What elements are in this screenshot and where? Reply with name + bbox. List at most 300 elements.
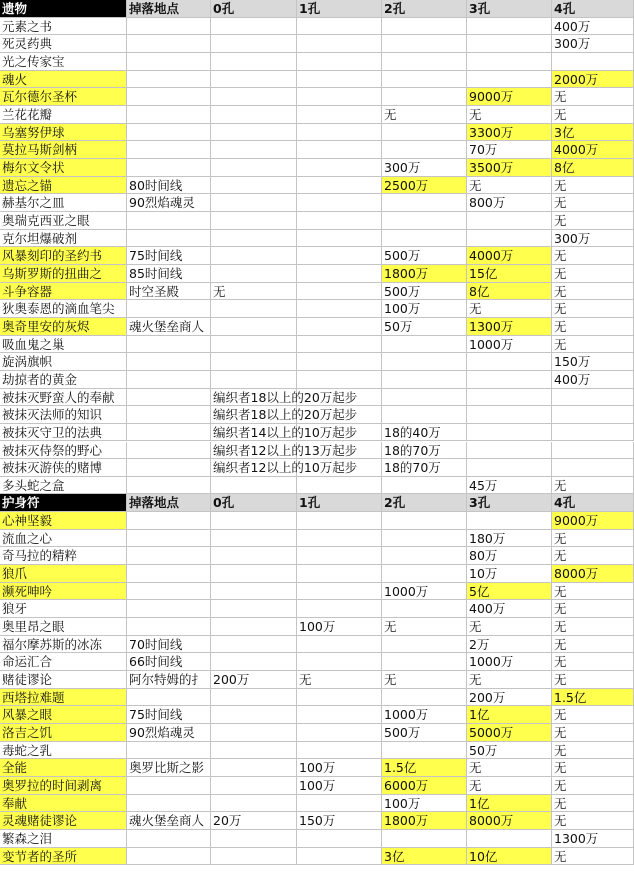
table-cell[interactable] — [467, 406, 552, 424]
table-cell[interactable] — [552, 459, 634, 477]
table-cell[interactable] — [211, 600, 297, 618]
table-cell[interactable]: 无 — [552, 336, 634, 354]
table-cell[interactable] — [211, 742, 297, 760]
table-cell[interactable]: 180万 — [467, 530, 552, 548]
table-cell[interactable]: 1亿 — [467, 706, 552, 724]
table-cell[interactable] — [127, 848, 211, 866]
table-cell[interactable]: 80时间线 — [127, 177, 211, 195]
table-cell[interactable] — [211, 777, 297, 795]
table-cell[interactable] — [127, 742, 211, 760]
table-cell[interactable]: 无 — [552, 777, 634, 795]
item-name-cell[interactable]: 多头蛇之盒 — [0, 477, 127, 495]
table-cell[interactable] — [552, 53, 634, 71]
item-name-cell[interactable]: 狼牙 — [0, 600, 127, 618]
table-cell[interactable] — [211, 247, 297, 265]
item-name-cell[interactable]: 乌塞努伊球 — [0, 124, 127, 142]
table-cell[interactable] — [467, 53, 552, 71]
table-cell[interactable] — [382, 530, 467, 548]
table-cell[interactable] — [552, 406, 634, 424]
table-cell[interactable] — [297, 53, 382, 71]
table-cell[interactable]: 75时间线 — [127, 706, 211, 724]
table-cell[interactable]: 魂火堡垒商人 — [127, 812, 211, 830]
table-cell[interactable] — [127, 159, 211, 177]
item-name-cell[interactable]: 毒蛇之乳 — [0, 742, 127, 760]
table-cell[interactable]: 魂火堡垒商人 — [127, 318, 211, 336]
table-cell[interactable] — [297, 18, 382, 36]
item-name-cell[interactable]: 西塔拉难题 — [0, 689, 127, 707]
table-cell[interactable]: 800万 — [467, 194, 552, 212]
table-cell[interactable] — [211, 618, 297, 636]
table-cell[interactable]: 3亿 — [382, 848, 467, 866]
table-cell[interactable] — [382, 212, 467, 230]
table-cell[interactable] — [211, 318, 297, 336]
table-cell[interactable] — [467, 371, 552, 389]
table-cell[interactable]: 无 — [552, 706, 634, 724]
item-name-cell[interactable]: 心神坚毅 — [0, 512, 127, 530]
table-cell[interactable] — [211, 35, 297, 53]
table-cell[interactable]: 45万 — [467, 477, 552, 495]
table-cell[interactable] — [297, 371, 382, 389]
table-cell[interactable] — [211, 106, 297, 124]
table-cell[interactable] — [297, 336, 382, 354]
table-cell[interactable] — [467, 212, 552, 230]
table-cell[interactable] — [297, 141, 382, 159]
table-cell[interactable]: 无 — [382, 618, 467, 636]
table-cell[interactable] — [127, 530, 211, 548]
table-cell[interactable]: 200万 — [211, 671, 297, 689]
table-cell[interactable]: 8亿 — [552, 159, 634, 177]
table-cell[interactable] — [467, 230, 552, 248]
table-cell[interactable]: 无 — [552, 318, 634, 336]
table-cell[interactable]: 无 — [552, 194, 634, 212]
table-cell[interactable]: 1300万 — [552, 830, 634, 848]
table-cell[interactable] — [552, 442, 634, 460]
table-cell[interactable] — [552, 389, 634, 407]
item-name-cell[interactable]: 变节者的圣所 — [0, 848, 127, 866]
table-cell[interactable]: 无 — [552, 812, 634, 830]
table-cell[interactable] — [211, 53, 297, 71]
item-name-cell[interactable]: 风暴刻印的圣约书 — [0, 247, 127, 265]
table-cell[interactable] — [297, 71, 382, 89]
table-cell[interactable] — [127, 830, 211, 848]
table-cell[interactable]: 300万 — [552, 35, 634, 53]
table-cell[interactable] — [297, 353, 382, 371]
table-cell[interactable] — [127, 300, 211, 318]
table-cell[interactable] — [297, 88, 382, 106]
table-cell[interactable]: 1300万 — [467, 318, 552, 336]
table-cell[interactable] — [297, 283, 382, 301]
table-cell[interactable] — [382, 353, 467, 371]
table-cell[interactable] — [382, 18, 467, 36]
item-name-cell[interactable]: 狼爪 — [0, 565, 127, 583]
table-cell[interactable]: 100万 — [297, 777, 382, 795]
table-cell[interactable] — [127, 689, 211, 707]
table-cell[interactable] — [467, 35, 552, 53]
table-cell[interactable]: 6000万 — [382, 777, 467, 795]
table-cell[interactable] — [211, 371, 297, 389]
table-cell[interactable] — [127, 53, 211, 71]
item-name-cell[interactable]: 元素之书 — [0, 18, 127, 36]
table-cell[interactable]: 1.5亿 — [552, 689, 634, 707]
table-cell[interactable] — [127, 336, 211, 354]
table-cell[interactable] — [382, 689, 467, 707]
section-title-cell[interactable]: 护身符 — [0, 494, 127, 512]
table-cell[interactable]: 9000万 — [552, 512, 634, 530]
table-cell[interactable]: 无 — [467, 759, 552, 777]
column-header-cell[interactable]: 0孔 — [211, 0, 297, 18]
table-cell[interactable] — [552, 424, 634, 442]
table-cell[interactable]: 无 — [211, 283, 297, 301]
table-cell[interactable] — [297, 742, 382, 760]
table-cell[interactable] — [382, 565, 467, 583]
table-cell[interactable] — [211, 512, 297, 530]
table-cell[interactable] — [211, 848, 297, 866]
column-header-cell[interactable]: 掉落地点 — [127, 494, 211, 512]
item-name-cell[interactable]: 旋涡旗帜 — [0, 353, 127, 371]
table-cell[interactable]: 4000万 — [467, 247, 552, 265]
table-cell[interactable] — [211, 706, 297, 724]
table-cell[interactable] — [297, 106, 382, 124]
table-cell[interactable] — [297, 583, 382, 601]
table-cell[interactable] — [211, 830, 297, 848]
table-cell[interactable] — [127, 18, 211, 36]
table-cell[interactable] — [127, 71, 211, 89]
table-cell[interactable] — [127, 106, 211, 124]
table-cell[interactable] — [382, 336, 467, 354]
table-cell[interactable] — [211, 300, 297, 318]
table-cell[interactable] — [382, 141, 467, 159]
table-cell[interactable]: 时空圣殿 — [127, 283, 211, 301]
table-cell[interactable]: 100万 — [297, 618, 382, 636]
table-cell[interactable] — [127, 547, 211, 565]
table-cell[interactable]: 无 — [552, 618, 634, 636]
table-cell[interactable]: 4000万 — [552, 141, 634, 159]
table-cell[interactable] — [211, 689, 297, 707]
table-cell[interactable]: 18的40万 — [382, 424, 467, 442]
table-cell[interactable]: 奥罗比斯之影 — [127, 759, 211, 777]
table-cell[interactable] — [297, 547, 382, 565]
column-header-cell[interactable]: 1孔 — [297, 494, 382, 512]
table-cell[interactable] — [211, 194, 297, 212]
table-cell[interactable] — [211, 477, 297, 495]
table-cell[interactable]: 300万 — [552, 230, 634, 248]
table-cell[interactable]: 8000万 — [467, 812, 552, 830]
table-cell[interactable]: 无 — [552, 671, 634, 689]
item-name-cell[interactable]: 奥瑞克西亚之眼 — [0, 212, 127, 230]
table-cell[interactable]: 无 — [552, 247, 634, 265]
table-cell[interactable] — [382, 406, 467, 424]
table-cell[interactable]: 无 — [382, 671, 467, 689]
table-cell[interactable] — [211, 177, 297, 195]
table-cell[interactable]: 无 — [552, 795, 634, 813]
table-cell[interactable]: 9000万 — [467, 88, 552, 106]
table-cell[interactable] — [382, 477, 467, 495]
table-cell[interactable] — [382, 88, 467, 106]
table-cell[interactable]: 50万 — [382, 318, 467, 336]
table-cell[interactable]: 无 — [467, 618, 552, 636]
table-cell[interactable] — [297, 230, 382, 248]
item-name-cell[interactable]: 魂火 — [0, 71, 127, 89]
table-cell[interactable] — [297, 124, 382, 142]
item-name-cell[interactable]: 被抹灭野蛮人的奉献 — [0, 389, 127, 407]
table-cell[interactable]: 18的70万 — [382, 459, 467, 477]
item-name-cell[interactable]: 光之传家宝 — [0, 53, 127, 71]
table-cell[interactable] — [297, 194, 382, 212]
table-cell[interactable] — [297, 653, 382, 671]
table-cell[interactable] — [211, 71, 297, 89]
item-name-cell[interactable]: 奥奇里安的灰烬 — [0, 318, 127, 336]
table-cell[interactable] — [382, 230, 467, 248]
table-cell[interactable]: 1000万 — [382, 583, 467, 601]
item-name-cell[interactable]: 奇马拉的精粹 — [0, 547, 127, 565]
table-cell[interactable] — [382, 53, 467, 71]
table-cell[interactable]: 1800万 — [382, 812, 467, 830]
table-cell[interactable] — [382, 194, 467, 212]
item-name-cell[interactable]: 克尔坦爆破剂 — [0, 230, 127, 248]
table-cell[interactable] — [382, 653, 467, 671]
table-cell[interactable] — [211, 653, 297, 671]
table-cell[interactable] — [127, 477, 211, 495]
table-cell[interactable] — [211, 547, 297, 565]
table-cell[interactable]: 无 — [382, 106, 467, 124]
item-name-cell[interactable]: 风暴之眼 — [0, 706, 127, 724]
item-name-cell[interactable]: 被抹灭侍祭的野心 — [0, 442, 127, 460]
item-name-cell[interactable]: 斗争容器 — [0, 283, 127, 301]
table-cell[interactable] — [211, 265, 297, 283]
table-cell[interactable] — [297, 706, 382, 724]
table-cell[interactable] — [467, 512, 552, 530]
table-cell[interactable]: 70时间线 — [127, 636, 211, 654]
table-cell[interactable] — [127, 141, 211, 159]
column-header-cell[interactable]: 4孔 — [552, 0, 634, 18]
table-cell[interactable]: 80万 — [467, 547, 552, 565]
table-cell[interactable]: 3500万 — [467, 159, 552, 177]
table-cell[interactable] — [382, 547, 467, 565]
table-cell[interactable] — [211, 124, 297, 142]
table-cell[interactable]: 8000万 — [552, 565, 634, 583]
table-cell[interactable] — [297, 265, 382, 283]
item-name-cell[interactable]: 奉献 — [0, 795, 127, 813]
table-cell[interactable] — [467, 442, 552, 460]
table-cell[interactable]: 500万 — [382, 247, 467, 265]
table-cell[interactable]: 70万 — [467, 141, 552, 159]
table-cell[interactable]: 无 — [552, 477, 634, 495]
table-cell[interactable]: 无 — [552, 547, 634, 565]
table-cell[interactable]: 3亿 — [552, 124, 634, 142]
table-cell[interactable]: 无 — [467, 777, 552, 795]
item-name-cell[interactable]: 繁森之泪 — [0, 830, 127, 848]
table-cell[interactable]: 8亿 — [467, 283, 552, 301]
table-cell[interactable] — [127, 389, 211, 407]
table-cell[interactable]: 500万 — [382, 724, 467, 742]
table-cell[interactable] — [211, 759, 297, 777]
table-cell[interactable]: 2000万 — [552, 71, 634, 89]
table-cell[interactable] — [127, 583, 211, 601]
table-cell[interactable] — [297, 795, 382, 813]
column-header-cell[interactable]: 掉落地点 — [127, 0, 211, 18]
table-cell[interactable] — [127, 442, 211, 460]
table-cell[interactable]: 1800万 — [382, 265, 467, 283]
item-name-cell[interactable]: 兰花花瓣 — [0, 106, 127, 124]
table-cell[interactable]: 500万 — [382, 283, 467, 301]
table-cell[interactable] — [297, 512, 382, 530]
table-cell[interactable] — [382, 830, 467, 848]
table-cell[interactable] — [297, 530, 382, 548]
table-cell[interactable]: 无 — [552, 106, 634, 124]
table-cell[interactable] — [467, 830, 552, 848]
table-cell[interactable]: 2万 — [467, 636, 552, 654]
table-cell[interactable]: 无 — [552, 724, 634, 742]
table-cell[interactable]: 无 — [467, 106, 552, 124]
item-name-cell[interactable]: 洛吉之饥 — [0, 724, 127, 742]
item-name-cell[interactable]: 流血之心 — [0, 530, 127, 548]
table-cell[interactable] — [297, 177, 382, 195]
table-cell[interactable]: 1亿 — [467, 795, 552, 813]
item-name-cell[interactable]: 灵魂赌徒谬论 — [0, 812, 127, 830]
table-cell[interactable] — [297, 477, 382, 495]
column-header-cell[interactable]: 3孔 — [467, 0, 552, 18]
table-cell[interactable] — [211, 353, 297, 371]
table-cell[interactable]: 50万 — [467, 742, 552, 760]
table-cell[interactable]: 无 — [552, 530, 634, 548]
table-cell[interactable] — [297, 848, 382, 866]
item-name-cell[interactable]: 莫拉马斯剑柄 — [0, 141, 127, 159]
table-cell[interactable] — [467, 389, 552, 407]
table-cell[interactable]: 无 — [297, 671, 382, 689]
item-name-cell[interactable]: 福尔摩苏斯的冰冻 — [0, 636, 127, 654]
table-cell[interactable] — [127, 618, 211, 636]
table-cell[interactable]: 无 — [552, 88, 634, 106]
table-cell[interactable]: 1000万 — [467, 336, 552, 354]
table-cell[interactable]: 1000万 — [467, 653, 552, 671]
table-cell[interactable] — [297, 300, 382, 318]
item-name-cell[interactable]: 被抹灭守卫的法典 — [0, 424, 127, 442]
table-cell[interactable]: 400万 — [552, 371, 634, 389]
table-cell[interactable] — [127, 230, 211, 248]
table-cell[interactable] — [211, 18, 297, 36]
table-cell[interactable] — [211, 159, 297, 177]
table-cell[interactable]: 150万 — [552, 353, 634, 371]
table-cell[interactable]: 2500万 — [382, 177, 467, 195]
table-cell[interactable]: 1.5亿 — [382, 759, 467, 777]
table-cell[interactable] — [127, 424, 211, 442]
table-cell[interactable]: 400万 — [552, 18, 634, 36]
item-name-cell[interactable]: 奥里昂之眼 — [0, 618, 127, 636]
table-cell[interactable]: 编织者14以上的10万起步 — [213, 424, 358, 440]
table-cell[interactable] — [127, 212, 211, 230]
table-cell[interactable]: 100万 — [382, 795, 467, 813]
item-name-cell[interactable]: 瓦尔德尔圣杯 — [0, 88, 127, 106]
table-cell[interactable] — [127, 353, 211, 371]
column-header-cell[interactable]: 0孔 — [211, 494, 297, 512]
table-cell[interactable] — [211, 141, 297, 159]
table-cell[interactable]: 90烈焰魂灵 — [127, 724, 211, 742]
table-cell[interactable]: 无 — [467, 671, 552, 689]
table-cell[interactable] — [127, 777, 211, 795]
table-cell[interactable] — [382, 742, 467, 760]
table-cell[interactable]: 无 — [552, 742, 634, 760]
table-cell[interactable] — [211, 230, 297, 248]
table-cell[interactable]: 1000万 — [382, 706, 467, 724]
section-title-cell[interactable]: 遗物 — [0, 0, 127, 18]
table-cell[interactable] — [297, 318, 382, 336]
item-name-cell[interactable]: 被抹灭游侠的赌博 — [0, 459, 127, 477]
table-cell[interactable] — [382, 636, 467, 654]
column-header-cell[interactable]: 1孔 — [297, 0, 382, 18]
table-cell[interactable]: 100万 — [382, 300, 467, 318]
table-cell[interactable] — [127, 406, 211, 424]
table-cell[interactable]: 无 — [467, 177, 552, 195]
table-cell[interactable]: 无 — [552, 212, 634, 230]
item-name-cell[interactable]: 濒死呻吟 — [0, 583, 127, 601]
table-cell[interactable]: 无 — [552, 583, 634, 601]
table-cell[interactable]: 无 — [552, 636, 634, 654]
table-cell[interactable]: 无 — [552, 265, 634, 283]
table-cell[interactable] — [297, 636, 382, 654]
table-cell[interactable]: 编织者12以上的13万起步 — [213, 442, 358, 458]
table-cell[interactable] — [297, 212, 382, 230]
table-cell[interactable] — [127, 565, 211, 583]
table-cell[interactable]: 5亿 — [467, 583, 552, 601]
table-cell[interactable] — [467, 424, 552, 442]
table-cell[interactable]: 15亿 — [467, 265, 552, 283]
table-cell[interactable] — [127, 35, 211, 53]
table-cell[interactable] — [382, 124, 467, 142]
table-cell[interactable] — [211, 565, 297, 583]
table-cell[interactable] — [297, 600, 382, 618]
column-header-cell[interactable]: 2孔 — [382, 0, 467, 18]
table-cell[interactable]: 400万 — [467, 600, 552, 618]
table-cell[interactable]: 无 — [552, 177, 634, 195]
table-cell[interactable] — [467, 459, 552, 477]
table-cell[interactable]: 无 — [467, 300, 552, 318]
table-cell[interactable] — [127, 795, 211, 813]
table-cell[interactable]: 66时间线 — [127, 653, 211, 671]
table-cell[interactable] — [382, 512, 467, 530]
table-cell[interactable]: 阿尔特姆的扌 — [127, 671, 211, 689]
table-cell[interactable] — [382, 600, 467, 618]
table-cell[interactable]: 3300万 — [467, 124, 552, 142]
item-name-cell[interactable]: 赫基尔之皿 — [0, 194, 127, 212]
table-cell[interactable]: 90烈焰魂灵 — [127, 194, 211, 212]
table-cell[interactable] — [297, 830, 382, 848]
item-name-cell[interactable]: 吸血鬼之巢 — [0, 336, 127, 354]
table-cell[interactable]: 5000万 — [467, 724, 552, 742]
table-cell[interactable] — [467, 71, 552, 89]
table-cell[interactable] — [211, 336, 297, 354]
table-cell[interactable] — [382, 35, 467, 53]
item-name-cell[interactable]: 全能 — [0, 759, 127, 777]
table-cell[interactable] — [211, 212, 297, 230]
table-cell[interactable]: 75时间线 — [127, 247, 211, 265]
table-cell[interactable]: 无 — [552, 300, 634, 318]
table-cell[interactable] — [127, 600, 211, 618]
item-name-cell[interactable]: 命运汇合 — [0, 653, 127, 671]
item-name-cell[interactable]: 奥罗拉的时间剥离 — [0, 777, 127, 795]
item-name-cell[interactable]: 死灵药典 — [0, 35, 127, 53]
table-cell[interactable] — [127, 459, 211, 477]
table-cell[interactable] — [467, 353, 552, 371]
table-cell[interactable] — [211, 88, 297, 106]
item-name-cell[interactable]: 梅尔文令状 — [0, 159, 127, 177]
table-cell[interactable]: 150万 — [297, 812, 382, 830]
table-cell[interactable] — [297, 247, 382, 265]
item-name-cell[interactable]: 劫掠者的黄金 — [0, 371, 127, 389]
table-cell[interactable] — [211, 636, 297, 654]
table-cell[interactable] — [127, 124, 211, 142]
item-name-cell[interactable]: 赌徒谬论 — [0, 671, 127, 689]
table-cell[interactable] — [127, 88, 211, 106]
